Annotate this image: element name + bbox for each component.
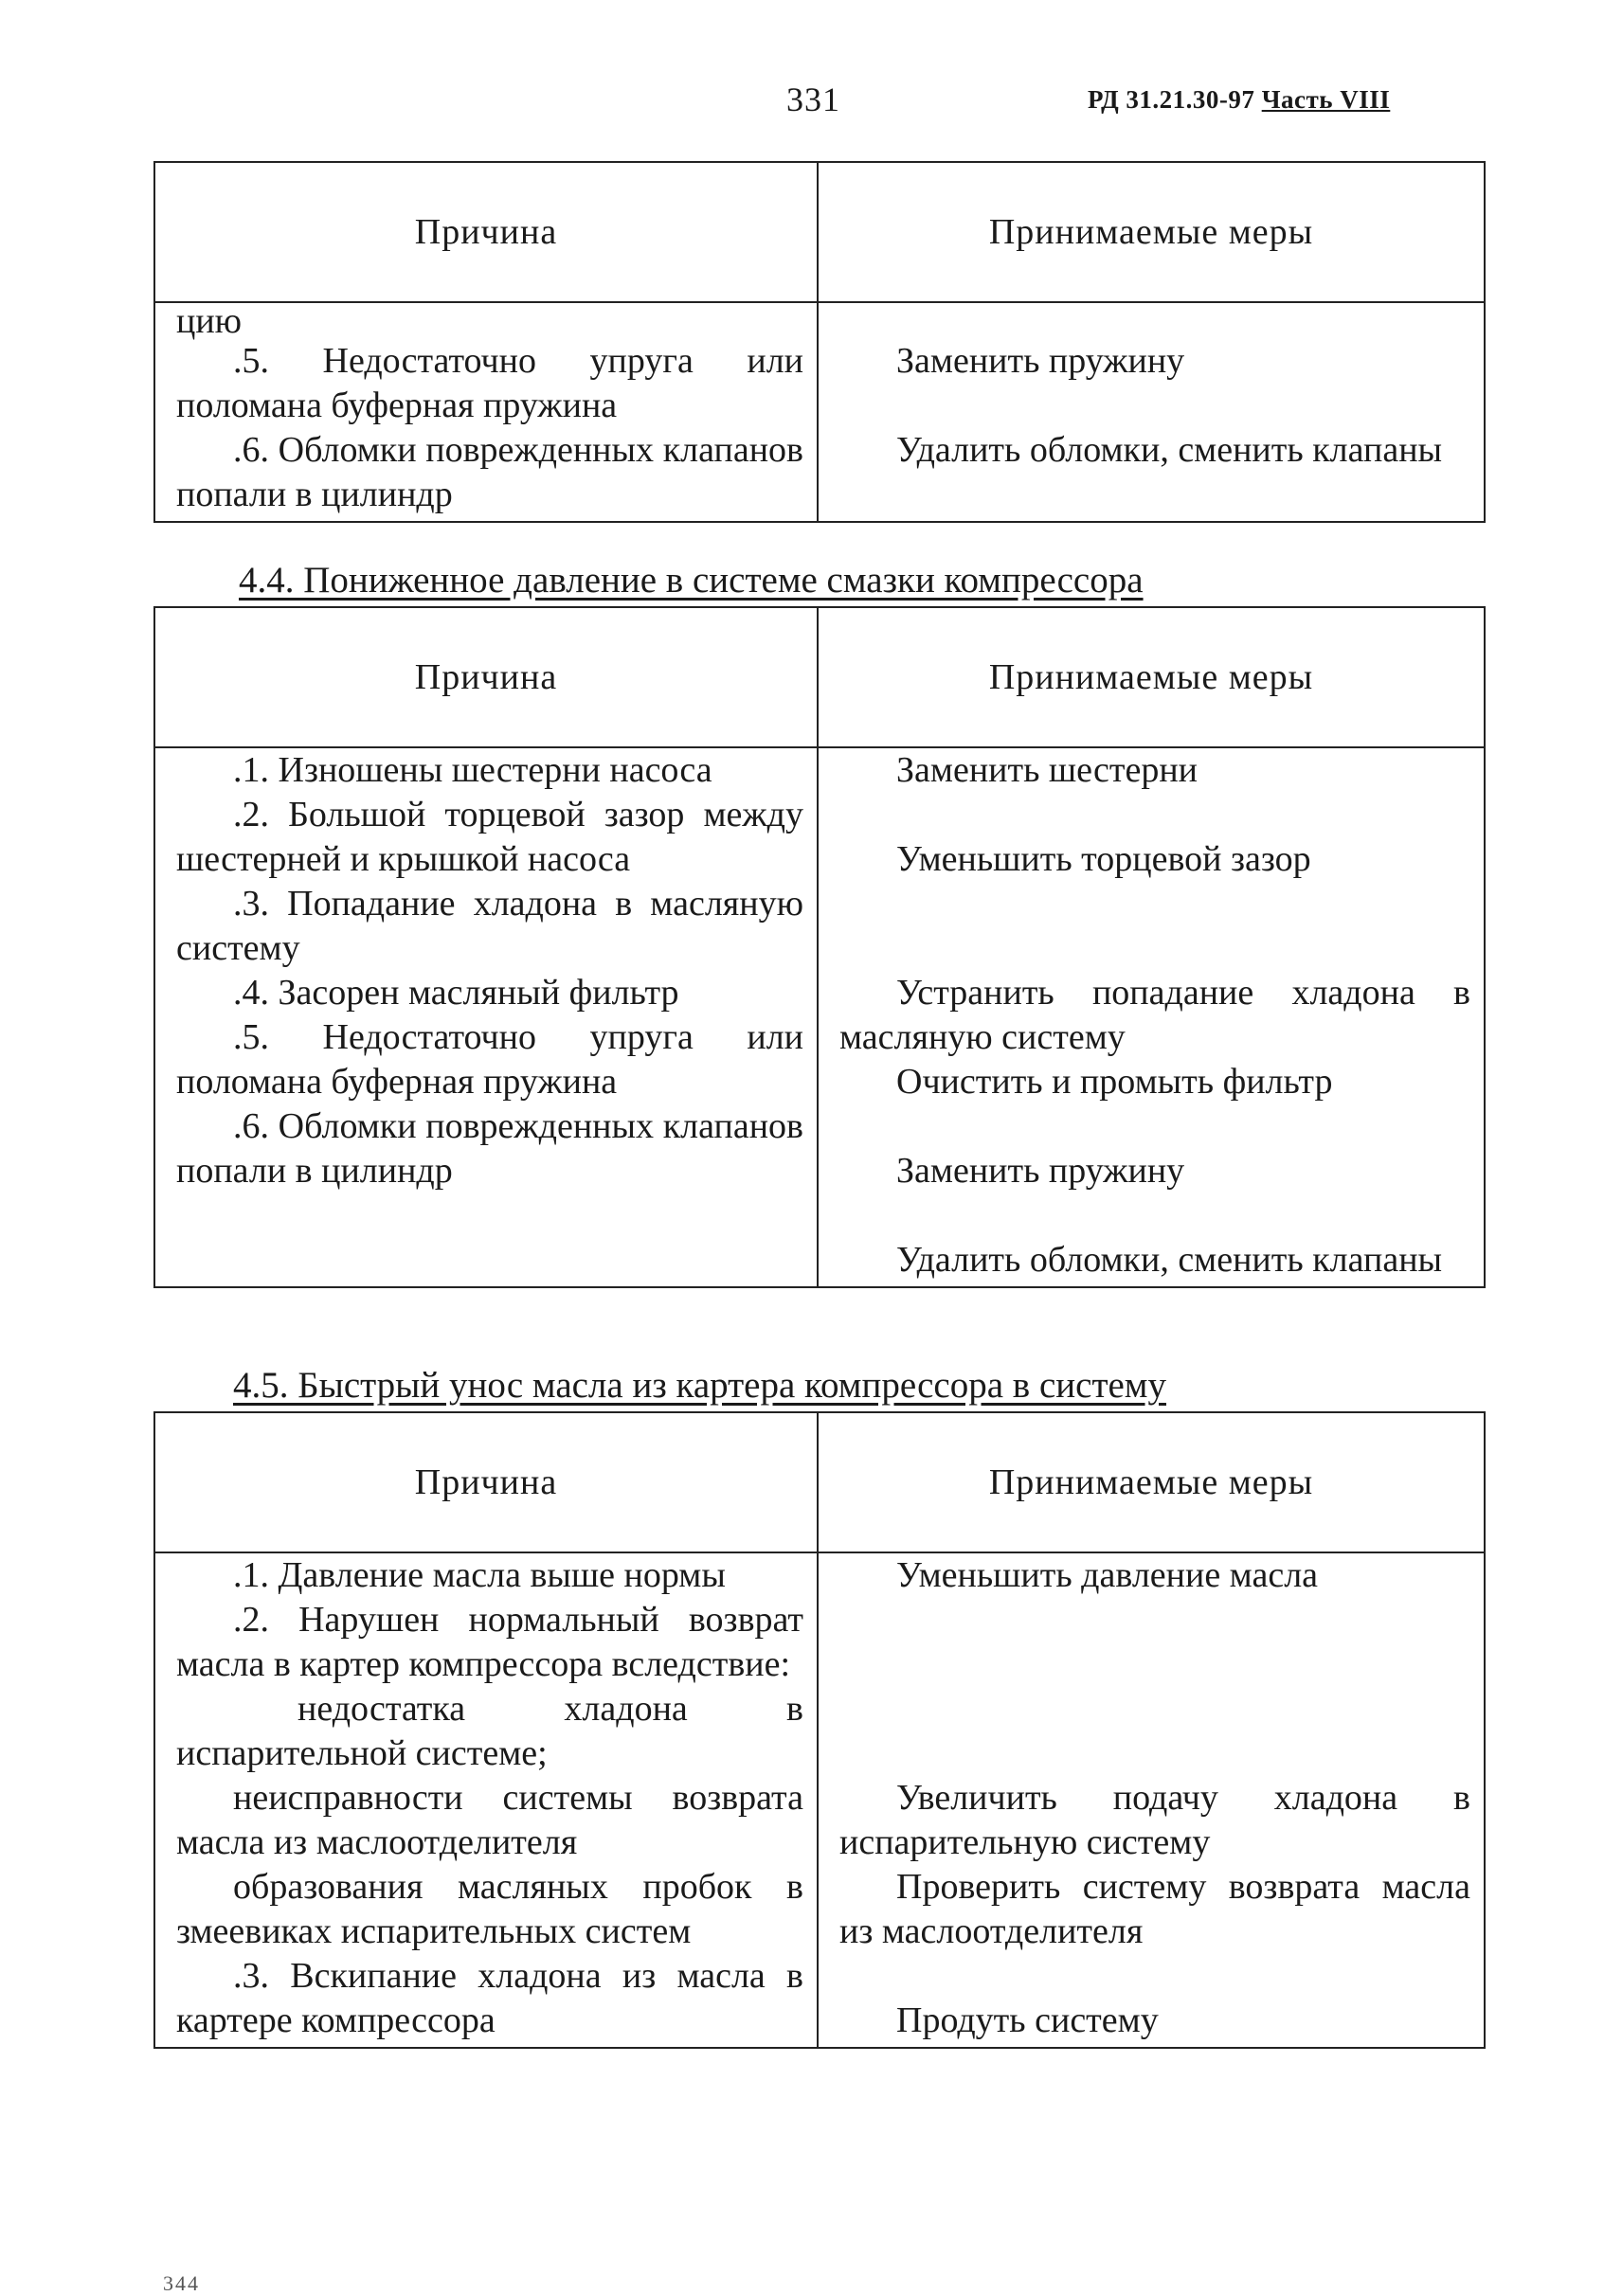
table-4-3-continuation (153, 161, 1486, 523)
measure-item: Увеличить подачу хладона в испарительную систему (839, 1778, 1470, 1862)
doc-code-number: РД 31.21.30-97 (1088, 85, 1255, 114)
footer-mark: 344 (163, 2271, 200, 2295)
column-header-measures: Принимаемые меры (818, 162, 1485, 302)
cause-item: .5. Недостаточно упруга или поломана буферная пружина (176, 1017, 803, 1102)
column-header-measures: Принимаемые меры (818, 1412, 1485, 1552)
cause-subitem: неисправности системы возврата масла из маслоотделителя (176, 1778, 803, 1862)
measures-cell (818, 747, 1485, 1287)
cause-item: .3. Вскипание хладона из масла в картере компрессора (176, 1956, 803, 2040)
cause-cell (154, 747, 818, 1287)
cause-item: .4. Засорен масляный фильтр (233, 973, 679, 1013)
cause-cell (154, 1552, 818, 2048)
table-4-4 (153, 606, 1486, 1288)
measure-item: Заменить шестерни (896, 750, 1198, 790)
cause-item: .1. Изношены шестерни насоса (233, 750, 712, 790)
measure-item: Проверить систему возврата масла из маслоотделителя (839, 1867, 1470, 1951)
measures-cell (818, 1552, 1485, 2048)
measure-item: Заменить пружину (896, 341, 1185, 381)
measure-item: Уменьшить торцевой зазор (896, 839, 1311, 879)
cause-cell (154, 302, 818, 522)
cause-subitem: образования масляных пробок в змеевиках испарительных систем (176, 1867, 803, 1951)
table-4-5 (153, 1411, 1486, 2049)
document-code (1088, 85, 1390, 115)
column-header-cause: Причина (154, 1412, 818, 1552)
column-header-measures: Принимаемые меры (818, 607, 1485, 747)
measure-item: Устранить попадание хладона в масляную систему (839, 973, 1470, 1057)
measure-item: Удалить обломки, сменить клапаны (896, 430, 1443, 470)
page-number: 331 (786, 81, 840, 118)
measure-item: Продуть систему (896, 2000, 1159, 2040)
measure-item: Удалить обломки, сменить клапаны (896, 1240, 1443, 1280)
measure-item: Заменить пружину (896, 1151, 1185, 1191)
cause-item: .1. Давление масла выше нормы (233, 1555, 726, 1595)
section-title: 4.4. Пониженное давление в системе смазки компрессора (239, 560, 1144, 601)
section-title: 4.5. Быстрый унос масла из картера компрессора в систему (233, 1365, 1166, 1406)
cause-subitem: недостатка хладона в испарительной системе; (176, 1689, 803, 1773)
measure-item: Уменьшить давление масла (896, 1555, 1319, 1595)
measures-cell (818, 302, 1485, 522)
cause-continuation: цию (176, 301, 243, 341)
measure-item: Очистить и промыть фильтр (896, 1062, 1333, 1102)
cause-item: .6. Обломки поврежденных клапанов попали в цилиндр (176, 1106, 803, 1191)
column-header-cause: Причина (154, 162, 818, 302)
doc-part: Часть VIII (1261, 85, 1391, 114)
cause-item: .3. Попадание хладона в масляную систему (176, 884, 803, 968)
column-header-cause: Причина (154, 607, 818, 747)
cause-item: .6. Обломки поврежденных клапанов попали в цилиндр (176, 430, 803, 514)
cause-item: .2. Нарушен нормальный возврат масла в картер компрессора вследствие: (176, 1600, 803, 1684)
cause-item: .2. Большой торцевой зазор между шестерней и крышкой насоса (176, 795, 803, 879)
cause-item: .5. Недостаточно упруга или поломана буферная пружина (176, 341, 803, 425)
